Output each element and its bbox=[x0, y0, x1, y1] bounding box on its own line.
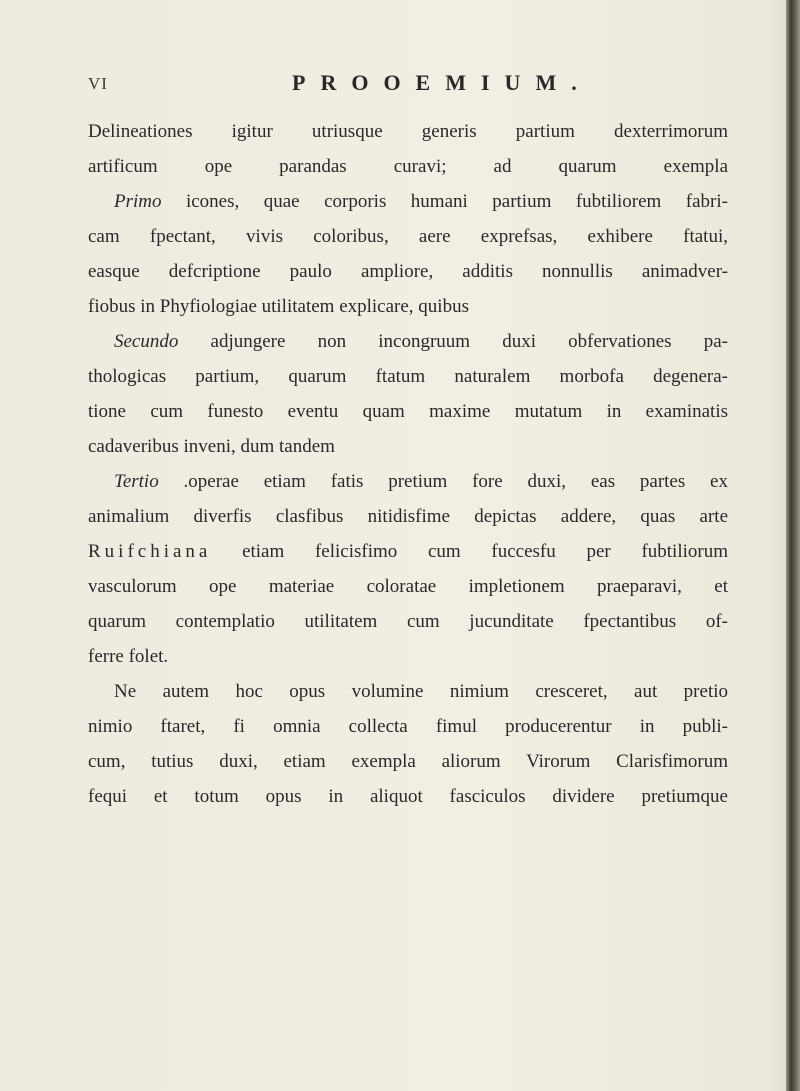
page-header bbox=[88, 72, 728, 102]
text-line: Primo icones, quae corporis humani partium fubtiliorem fabri- bbox=[114, 191, 728, 212]
text-line: cum, tutius duxi, etiam exempla aliorum Virorum Clarisfimorum bbox=[88, 751, 728, 772]
text-line: cadaveribus inveni, dum tandem bbox=[88, 436, 335, 457]
section-lead-word: Secundo bbox=[114, 331, 179, 352]
body-text bbox=[88, 114, 728, 814]
page-number: VI bbox=[88, 74, 108, 93]
page-edge-shadow bbox=[786, 0, 800, 1091]
text-line: fiobus in Phyfiologiae utilitatem explicare, quibus bbox=[88, 296, 469, 317]
spaced-proper-name: Ruifchiana bbox=[88, 541, 212, 562]
text-line: vasculorum ope materiae coloratae impletionem praeparavi, et bbox=[88, 576, 728, 597]
text-line: artificum ope parandas curavi; ad quarum exempla bbox=[88, 156, 728, 177]
text-line: easque defcriptione paulo ampliore, additis nonnullis animadver- bbox=[88, 261, 728, 282]
text-line: cam fpectant, vivis coloribus, aere exprefsas, exhibere ftatui, bbox=[88, 226, 728, 247]
text-line: tione cum funesto eventu quam maxime mutatum in examinatis bbox=[88, 401, 728, 422]
text-line: Ruifchiana etiam felicisfimo cum fuccesfu per fubtiliorum bbox=[88, 541, 728, 562]
section-lead-word: Tertio bbox=[114, 471, 159, 492]
text-line: thologicas partium, quarum ftatum naturalem morbofa degenera- bbox=[88, 366, 728, 387]
text-line: quarum contemplatio utilitatem cum jucunditate fpectantibus of- bbox=[88, 611, 728, 632]
text-line: ferre folet. bbox=[88, 646, 169, 667]
running-head: PROOEMIUM. bbox=[292, 70, 592, 95]
text-line: Delineationes igitur utriusque generis partium dexterrimorum bbox=[88, 121, 728, 142]
text-line: Secundo adjungere non incongruum duxi obfervationes pa- bbox=[114, 331, 728, 352]
text-line: Tertio .operae etiam fatis pretium fore duxi, eas partes ex bbox=[114, 471, 728, 492]
text-line: Ne autem hoc opus volumine nimium cresceret, aut pretio bbox=[114, 681, 728, 702]
text-line: fequi et totum opus in aliquot fasciculos dividere pretiumque bbox=[88, 786, 728, 807]
text-line: nimio ftaret, fi omnia collecta fimul producerentur in publi- bbox=[88, 716, 728, 737]
section-lead-word: Primo bbox=[114, 191, 162, 212]
text-line: animalium diverfis clasfibus nitidisfime depictas addere, quas arte bbox=[88, 506, 728, 527]
